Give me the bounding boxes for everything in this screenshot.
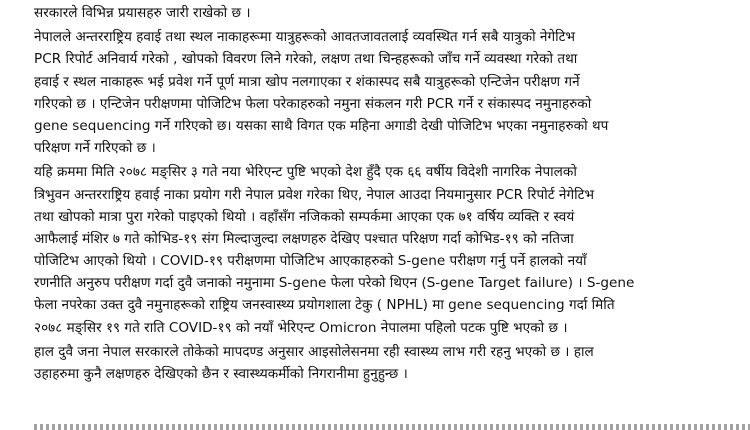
paragraph-intro <box>34 2 716 24</box>
text-line: नेपालले अन्तरराष्ट्रिय हवाई तथा स्थल नाकाहरूमा यात्रुहरूको आवतजावतलाई व्यवस्थित गर्न सबै यात्रुको नेगेटिभ <box>34 29 576 46</box>
text-line: सरकारले विभिन्न प्रयासहरु जारी राखेको छ । <box>34 5 251 21</box>
text-line: गरिएको छ । एन्टिजेन परीक्षणमा पोजिटिभ फेला परेकाहरुको नमुना संकलन गरी PCR गर्ने र संकास्पद नमुनाहरुको <box>34 95 592 112</box>
paragraph-border-measures <box>34 26 716 159</box>
text-line: हवाई र स्थल नाकाहरू भई प्रवेश गर्ने पूर्ण मात्रा खोप नलगाएका र शंकास्पद सबै यात्रुहरूको एन्टिजेन परीक्षण गर्ने <box>34 73 580 90</box>
text-line: यहि क्रममा मिति २०७८ मङ्सिर ३ गते नया भेरिएन्ट पुष्टि भएको देश हुँदै एक ६६ वर्षीय विदेशी नागरिक नेपालको <box>34 164 577 181</box>
text-line: परिक्षण गर्ने गरिएको छ । <box>34 140 156 157</box>
text-line: त्रिभुवन अन्तरराष्ट्रिय हवाई नाका प्रयोग गरी नेपाल प्रवेश गरेका थिए, नेपाल आउदा नियमानुसार PCR रिपोर्ट नेगेटिभ <box>34 186 595 203</box>
text-line: आफैलाई मंशिर ७ गते कोभिड-१९ संग मिल्दाजुल्दा लक्षणहरु देखिए पश्चात परिक्षण गर्दा कोभिड-१९ को नतिजा <box>34 230 574 247</box>
text-line: हाल दुवै जना नेपाल सरकारले तोकेको मापदण्ड अनुसार आइसोलेसनमा रही स्वास्थ्य लाभ गरी रहनु भएको छ । हाल <box>34 343 594 360</box>
paragraph-current-status <box>34 341 716 385</box>
text-line: तथा खोपको मात्रा पुरा गरेको पाइएको थियो । वहाँसँग नजिकको सम्पर्कमा आएका एक ७१ वर्षिय व्यक्ति र स्वयं <box>34 208 575 225</box>
document-body <box>34 2 716 385</box>
text-line: २०७८ मङ्सिर १९ गते राति COVID-१९ को नयाँ भेरिएन्ट Omicron नेपालमा पहिलो पटक पुष्टि भएको छ । <box>34 319 568 336</box>
text-line: रणनीति अनुरुप परीक्षण गर्दा दुवै जनाको नमुनामा S-gene फेला परेको थिएन (S-gene Target failure) । S-gene <box>34 275 635 292</box>
paragraph-omicron-case <box>34 161 716 339</box>
text-line: फेला नपरेका उक्त दुवै नमुनाहरूको राष्ट्रिय जनस्वास्थ्य प्रयोगशाला टेकु ( NPHL) मा gene sequencing गर्दा मिति <box>34 297 615 314</box>
text-line: gene sequencing गर्ने गरिएको छ। यसका साथै विगत एक महिना अगाडी देखी पोजिटिभ भएका नमुनाहरुको थप <box>34 117 609 134</box>
text-line: PCR रिपोर्ट अनिवार्य गरेको , खोपको विवरण लिने गरेको, लक्षण तथा चिन्हहरूको जाँच गर्ने व्यवस्था गरेको तथा <box>34 51 578 68</box>
text-line: पोजिटिभ आएको थियो । COVID-१९ परीक्षणमा पोजिटिभ आएकाहरुको S-gene परीक्षण गर्नु पर्ने हालको नयाँ <box>34 253 587 270</box>
text-line: उहाहरुमा कुनै लक्षणहरु देखिएको छैन र स्वास्थ्यकर्मीको निगरानीमा हुनुहुन्छ । <box>34 366 408 382</box>
cropped-next-line <box>34 424 750 430</box>
